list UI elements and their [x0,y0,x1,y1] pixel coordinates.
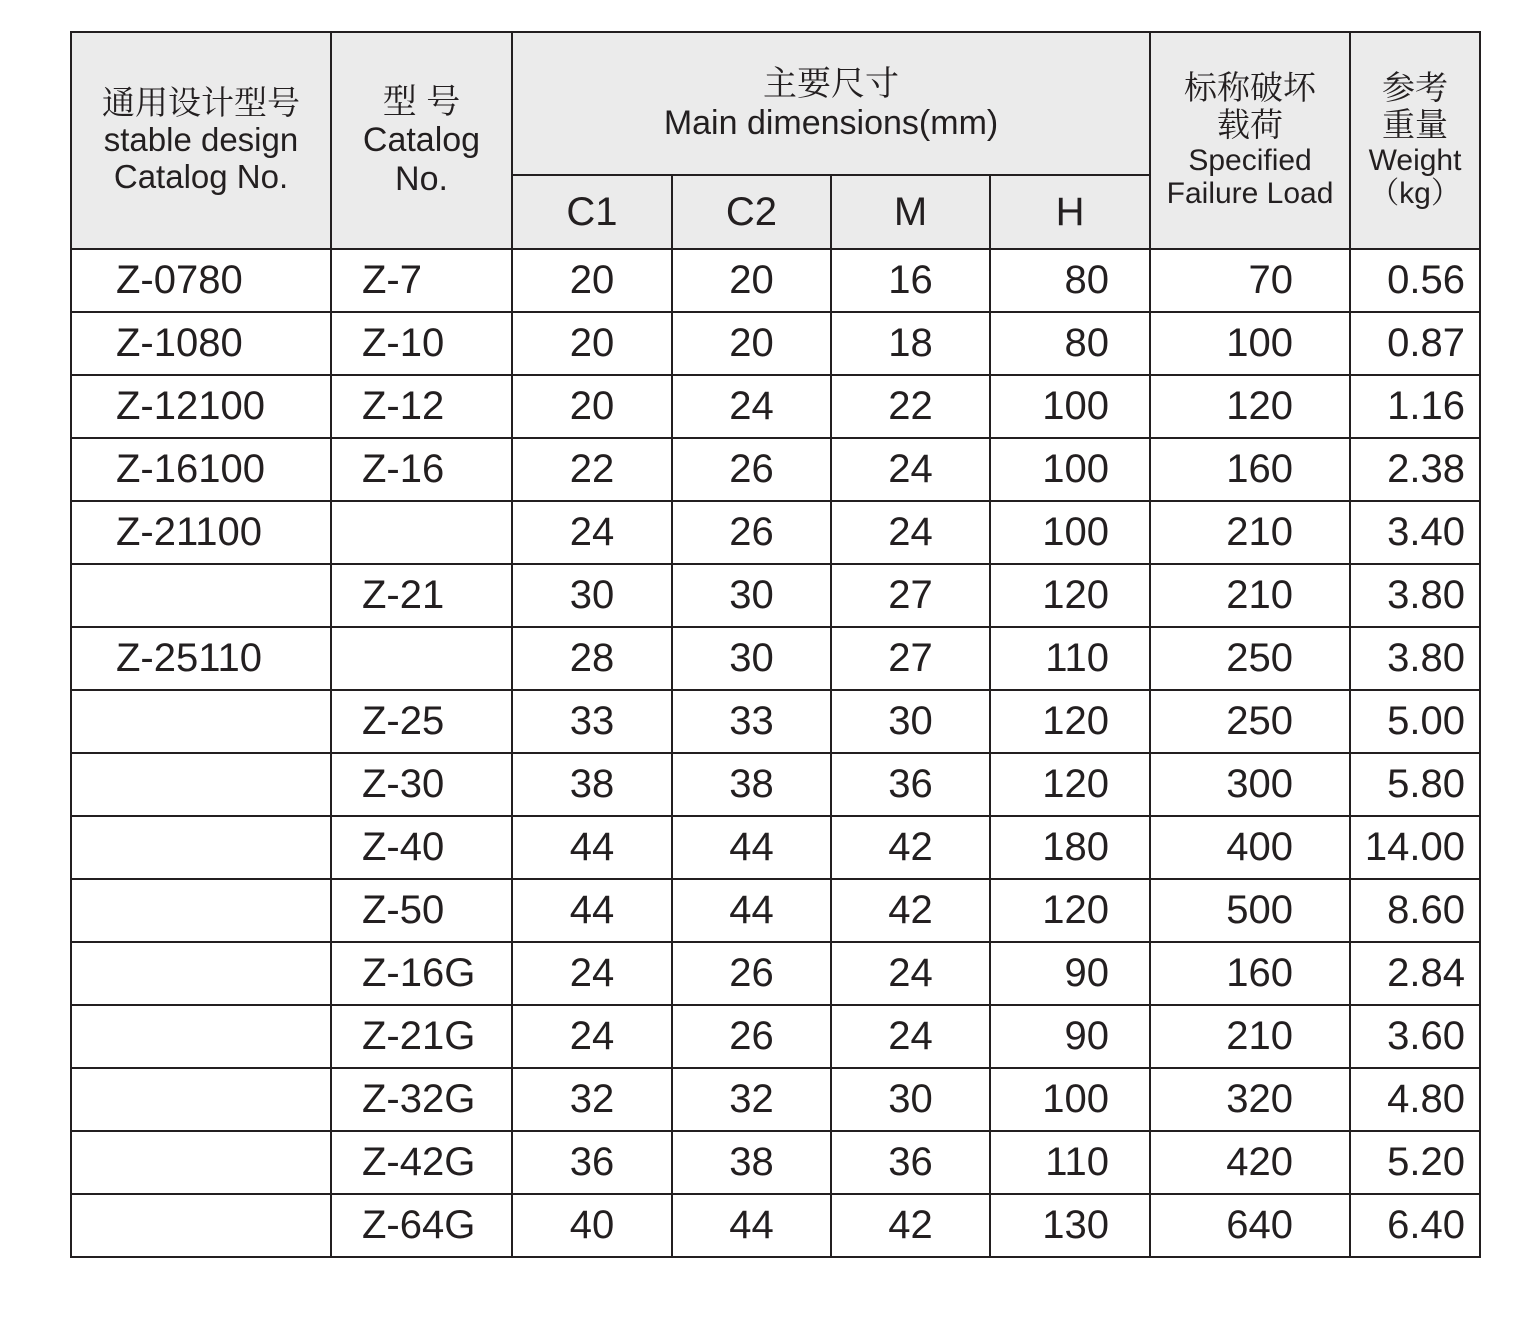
cell-catalog [331,627,512,690]
cell-catalog: Z-40 [331,816,512,879]
cell-m: 42 [831,816,990,879]
cell-m: 42 [831,1194,990,1257]
cell-h: 120 [990,753,1150,816]
header-weight-zh1: 参考 [1382,68,1449,106]
cell-weight: 0.56 [1350,249,1480,312]
header-failure-load [1150,32,1350,249]
cell-failure-load: 250 [1150,627,1350,690]
cell-h: 130 [990,1194,1150,1257]
header-weight [1350,32,1480,249]
cell-h: 120 [990,690,1150,753]
header-weight-zh2: 重量 [1382,105,1449,143]
header-catalog-en1: Catalog [362,121,481,160]
cell-std-design [71,1131,331,1194]
header-std-design-en1: stable design [103,121,299,159]
cell-std-design [71,879,331,942]
table-row [71,942,1480,1005]
cell-catalog: Z-12 [331,375,512,438]
cell-failure-load: 320 [1150,1068,1350,1131]
cell-catalog: Z-30 [331,753,512,816]
table-row [71,879,1480,942]
cell-c2: 20 [672,249,831,312]
cell-c2: 26 [672,1005,831,1068]
cell-std-design [71,1068,331,1131]
cell-failure-load: 500 [1150,879,1350,942]
table-row [71,375,1480,438]
cell-weight: 5.20 [1350,1131,1480,1194]
cell-weight: 3.60 [1350,1005,1480,1068]
table-body [71,249,1480,1257]
cell-failure-load: 250 [1150,690,1350,753]
table-row [71,501,1480,564]
cell-m: 30 [831,1068,990,1131]
cell-c2: 33 [672,690,831,753]
cell-c1: 30 [512,564,672,627]
header-catalog-zh: 型 号 [382,83,461,122]
cell-c1: 33 [512,690,672,753]
cell-std-design: Z-25110 [71,627,331,690]
cell-std-design: Z-1080 [71,312,331,375]
cell-c2: 32 [672,1068,831,1131]
cell-std-design: Z-0780 [71,249,331,312]
cell-std-design [71,564,331,627]
cell-m: 22 [831,375,990,438]
cell-c2: 44 [672,879,831,942]
cell-m: 24 [831,438,990,501]
cell-weight: 2.84 [1350,942,1480,1005]
header-failure-load-en1: Specified [1188,143,1312,177]
cell-c2: 30 [672,564,831,627]
cell-std-design [71,1005,331,1068]
cell-c2: 24 [672,375,831,438]
cell-c2: 20 [672,312,831,375]
cell-std-design: Z-12100 [71,375,331,438]
cell-h: 90 [990,942,1150,1005]
header-failure-load-zh2: 载荷 [1217,105,1284,143]
cell-catalog: Z-16G [331,942,512,1005]
cell-weight: 3.80 [1350,564,1480,627]
header-c1: C1 [512,175,672,249]
cell-catalog: Z-42G [331,1131,512,1194]
cell-c1: 36 [512,1131,672,1194]
table-row [71,627,1480,690]
header-c2: C2 [672,175,831,249]
cell-weight: 14.00 [1350,816,1480,879]
cell-c1: 20 [512,312,672,375]
cell-catalog: Z-64G [331,1194,512,1257]
cell-catalog: Z-16 [331,438,512,501]
header-std-design-en2: Catalog No. [113,157,289,195]
cell-c1: 38 [512,753,672,816]
cell-h: 110 [990,1131,1150,1194]
table-row [71,1068,1480,1131]
header-m: M [831,175,990,249]
table-row [71,249,1480,312]
cell-h: 100 [990,1068,1150,1131]
cell-m: 27 [831,564,990,627]
cell-catalog: Z-32G [331,1068,512,1131]
header-failure-load-en2: Failure Load [1166,177,1334,211]
cell-h: 80 [990,312,1150,375]
cell-m: 42 [831,879,990,942]
cell-m: 24 [831,501,990,564]
cell-std-design [71,690,331,753]
cell-std-design [71,753,331,816]
header-main-dimensions-en: Main dimensions(mm) [663,103,999,142]
cell-weight: 1.16 [1350,375,1480,438]
header-weight-unit: （kg） [1369,177,1461,211]
cell-c1: 44 [512,816,672,879]
cell-c1: 24 [512,501,672,564]
cell-c1: 20 [512,249,672,312]
cell-failure-load: 420 [1150,1131,1350,1194]
cell-c2: 26 [672,501,831,564]
cell-failure-load: 210 [1150,564,1350,627]
header-std-design-zh: 通用设计型号 [102,84,300,122]
cell-weight: 3.40 [1350,501,1480,564]
cell-weight: 6.40 [1350,1194,1480,1257]
cell-m: 36 [831,753,990,816]
cell-h: 120 [990,879,1150,942]
cell-c1: 24 [512,942,672,1005]
header-main-dimensions [512,32,1150,175]
table-row [71,816,1480,879]
cell-m: 36 [831,1131,990,1194]
table-row [71,312,1480,375]
cell-failure-load: 160 [1150,438,1350,501]
cell-m: 30 [831,690,990,753]
cell-weight: 3.80 [1350,627,1480,690]
cell-catalog: Z-25 [331,690,512,753]
header-h: H [990,175,1150,249]
cell-c1: 20 [512,375,672,438]
table-row [71,1131,1480,1194]
cell-weight: 0.87 [1350,312,1480,375]
cell-h: 180 [990,816,1150,879]
cell-c1: 22 [512,438,672,501]
cell-failure-load: 300 [1150,753,1350,816]
cell-m: 24 [831,1005,990,1068]
cell-weight: 8.60 [1350,879,1480,942]
cell-failure-load: 70 [1150,249,1350,312]
table-row [71,753,1480,816]
header-failure-load-zh1: 标称破坏 [1184,68,1317,106]
cell-std-design: Z-16100 [71,438,331,501]
cell-h: 80 [990,249,1150,312]
cell-c2: 44 [672,1194,831,1257]
cell-h: 100 [990,375,1150,438]
header-main-dimensions-zh: 主要尺寸 [763,65,900,104]
cell-h: 90 [990,1005,1150,1068]
table-row [71,438,1480,501]
cell-catalog [331,501,512,564]
cell-m: 18 [831,312,990,375]
cell-c1: 28 [512,627,672,690]
cell-m: 27 [831,627,990,690]
cell-c2: 38 [672,753,831,816]
cell-c2: 38 [672,1131,831,1194]
spec-table [70,31,1481,1258]
cell-catalog: Z-10 [331,312,512,375]
table-row [71,1005,1480,1068]
table-row [71,690,1480,753]
table-row [71,1194,1480,1257]
cell-std-design: Z-21100 [71,501,331,564]
table-row [71,564,1480,627]
cell-weight: 5.00 [1350,690,1480,753]
cell-c2: 26 [672,942,831,1005]
cell-failure-load: 210 [1150,1005,1350,1068]
cell-weight: 2.38 [1350,438,1480,501]
cell-failure-load: 100 [1150,312,1350,375]
cell-c2: 30 [672,627,831,690]
cell-weight: 4.80 [1350,1068,1480,1131]
header-catalog-en2: No. [395,159,448,198]
cell-c1: 40 [512,1194,672,1257]
cell-failure-load: 640 [1150,1194,1350,1257]
cell-failure-load: 400 [1150,816,1350,879]
cell-c1: 44 [512,879,672,942]
cell-failure-load: 210 [1150,501,1350,564]
header-catalog [331,32,512,249]
cell-std-design [71,816,331,879]
cell-catalog: Z-50 [331,879,512,942]
cell-c1: 32 [512,1068,672,1131]
cell-failure-load: 120 [1150,375,1350,438]
cell-m: 16 [831,249,990,312]
cell-catalog: Z-7 [331,249,512,312]
header-std-design [71,32,331,249]
cell-weight: 5.80 [1350,753,1480,816]
header-weight-en: Weight [1368,143,1462,177]
cell-m: 24 [831,942,990,1005]
cell-c2: 26 [672,438,831,501]
cell-c2: 44 [672,816,831,879]
cell-h: 100 [990,501,1150,564]
cell-std-design [71,1194,331,1257]
cell-h: 110 [990,627,1150,690]
cell-std-design [71,942,331,1005]
cell-catalog: Z-21G [331,1005,512,1068]
cell-failure-load: 160 [1150,942,1350,1005]
cell-h: 120 [990,564,1150,627]
cell-h: 100 [990,438,1150,501]
cell-catalog: Z-21 [331,564,512,627]
cell-c1: 24 [512,1005,672,1068]
